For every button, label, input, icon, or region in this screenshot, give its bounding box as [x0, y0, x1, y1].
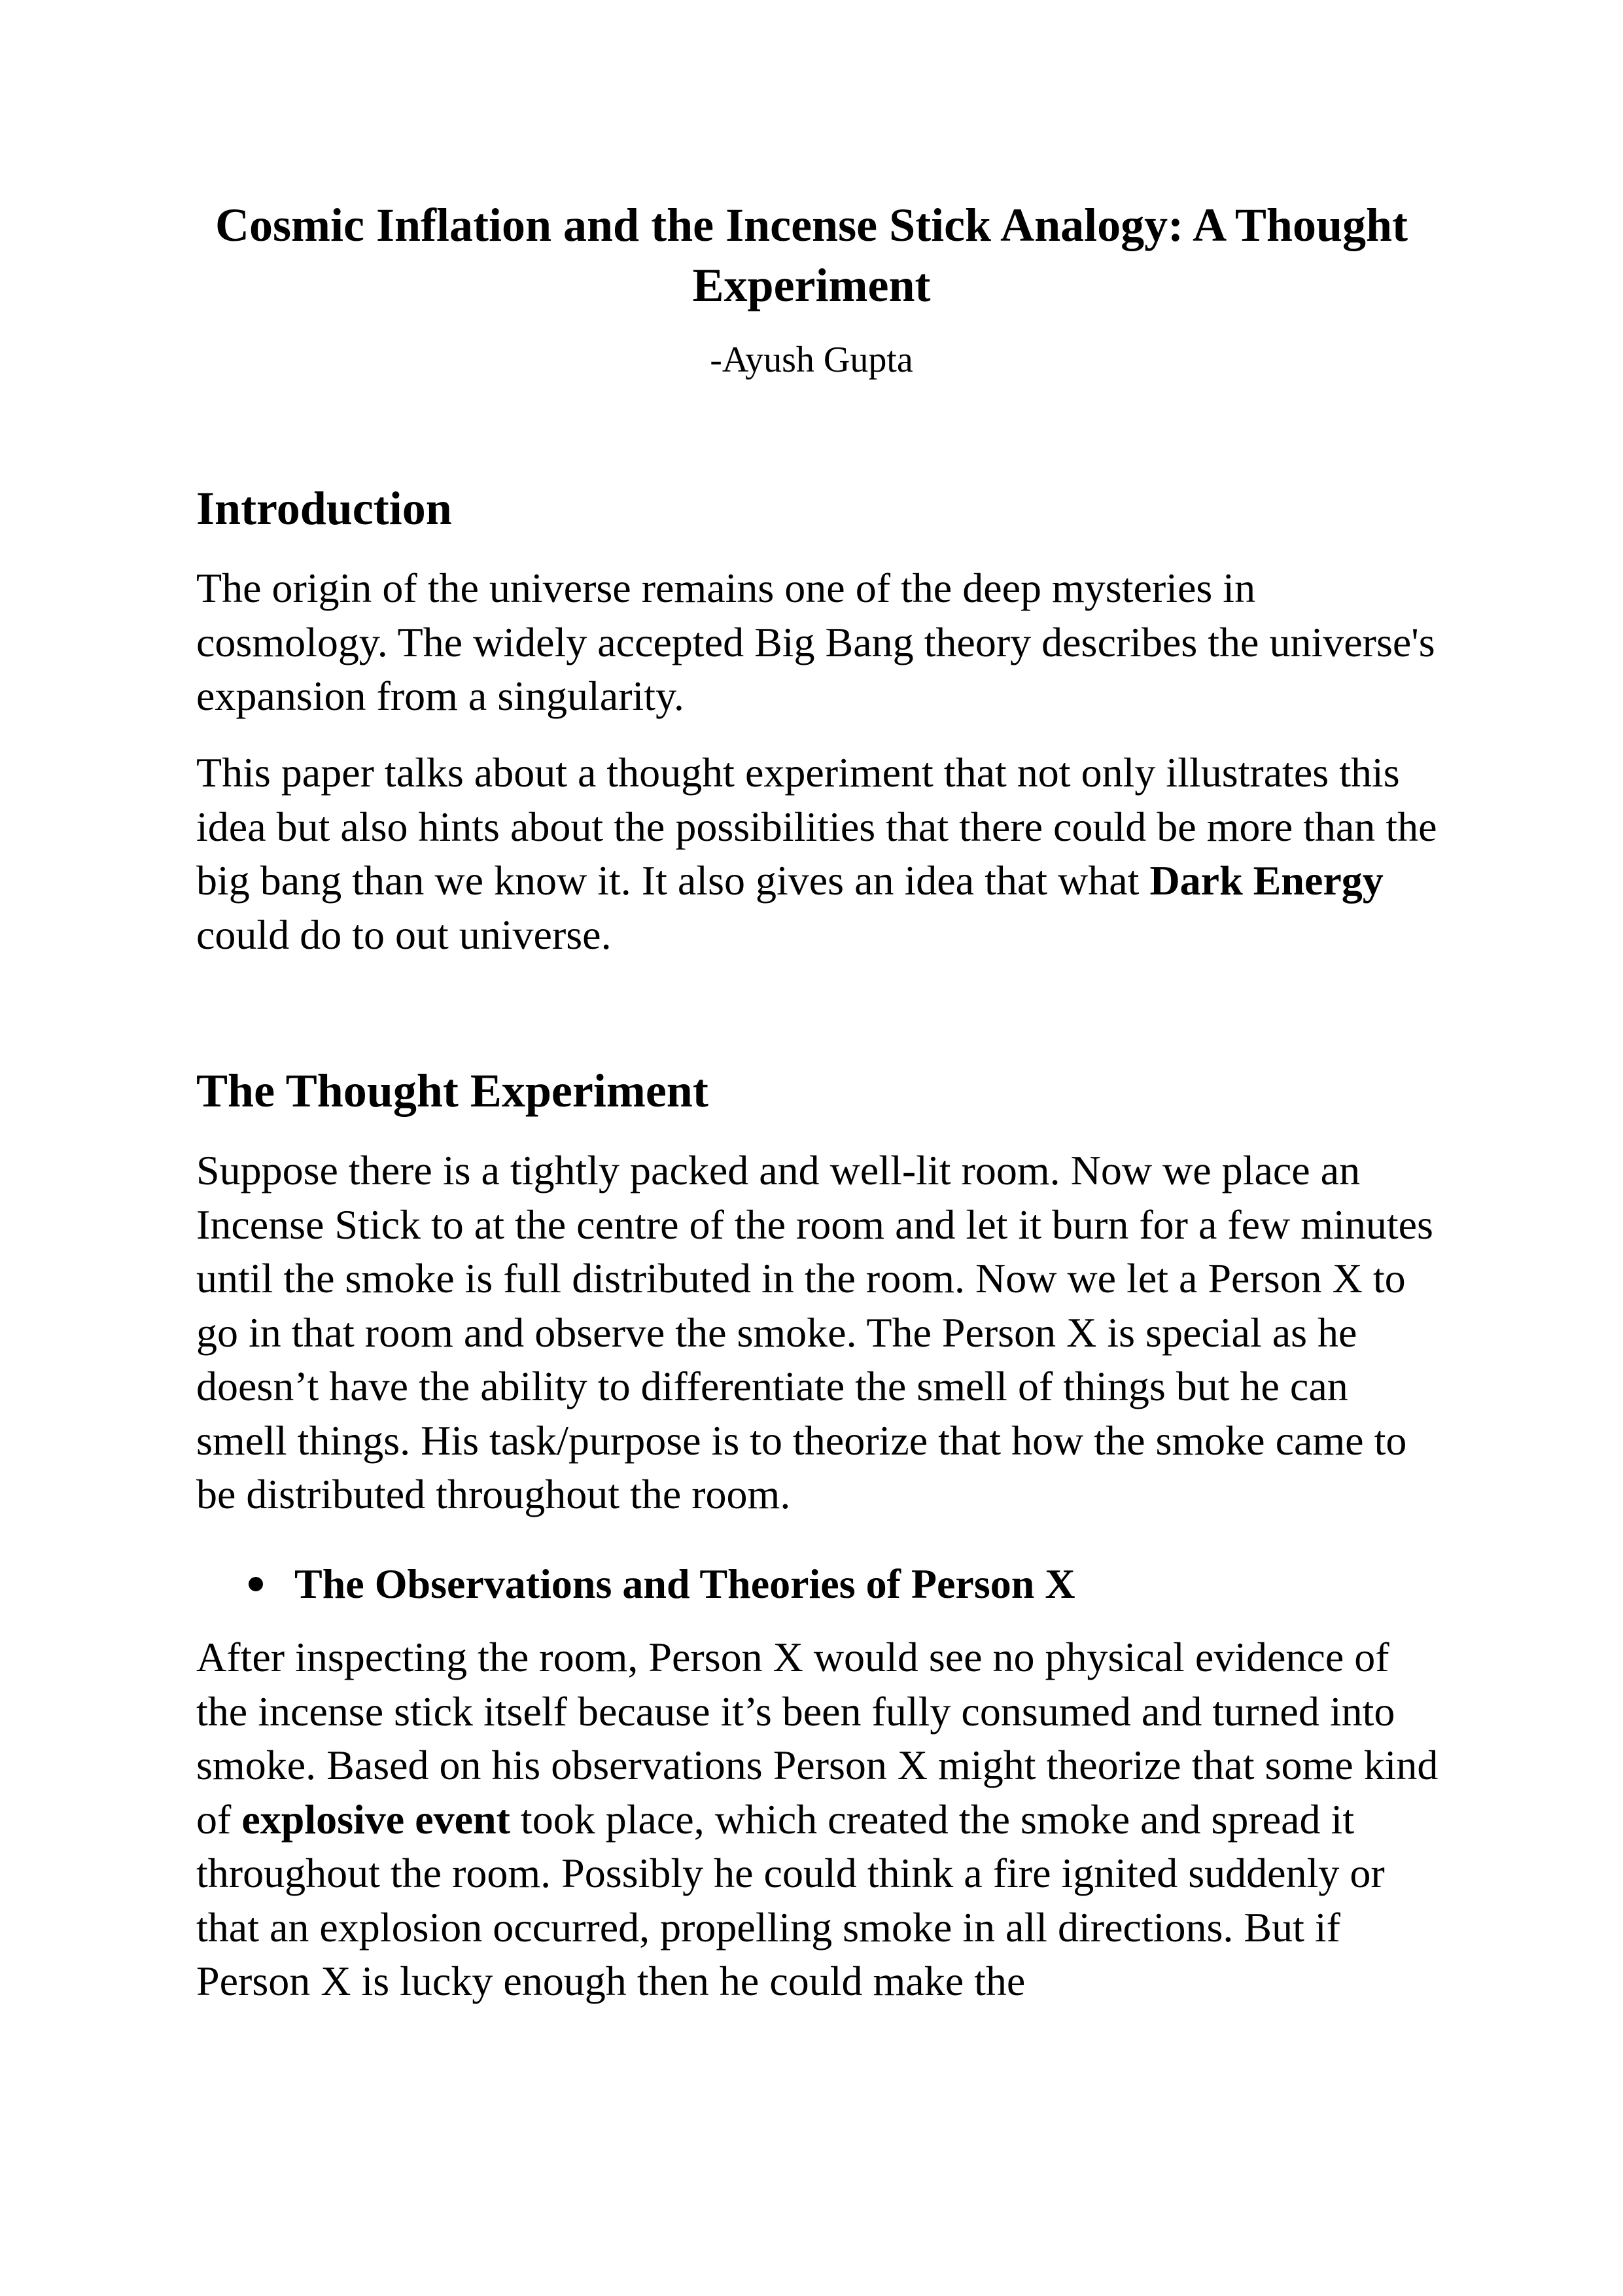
paper-author: -Ayush Gupta — [710, 340, 913, 380]
experiment-paragraph-1: Suppose there is a tightly packed and well-lit room. Now we place an Incense Stick to at the centre of the room and let it burn for a few minutes until the smoke is full distributed in the room. Now we let a Person X to go in that room and observe the smoke. The Person X is special as he doesn’t have the ability to differentiate the smell of things but he can smell things. His task/purpose is to theorize that how the smoke came to be distributed throughout the room. — [196, 1147, 1433, 1517]
experiment-paragraph-2-text-a: After inspecting the room, Person X would see no physical evidence of the incense stick itself because it’s been fully consumed and turned into smoke. Based on his observations Person X might theorize that some kind of — [196, 1634, 1439, 1843]
explosive-event-term: explosive event — [241, 1795, 510, 1843]
experiment-paragraph-2-text-b: took place, which created the smoke and spread it throughout the room. Possibly he could think a fire ignited suddenly or that an explosion occurred, propelling smoke in all directions. But if Person X is lucky enough then he could make the — [196, 1795, 1385, 2004]
section-heading-introduction: Introduction — [196, 482, 452, 535]
bullet-icon — [249, 1577, 263, 1591]
intro-paragraph-2-text-a: This paper talks about a thought experiment that not only illustrates this idea but also hints about the possibilities that there could be more than the big bang than we know it. It also gives an idea that what — [196, 749, 1437, 904]
section-heading-thought-experiment: The Thought Experiment — [196, 1065, 708, 1117]
intro-paragraph-2 — [196, 746, 1439, 962]
bullet-item-label: The Observations and Theories of Person X — [294, 1561, 1075, 1607]
dark-energy-term: Dark Energy — [1149, 857, 1384, 904]
intro-paragraph-2-text-b: could do to out universe. — [196, 911, 612, 958]
paper-title: Cosmic Inflation and the Incense Stick Analogy: A Thought Experiment — [215, 199, 1408, 311]
experiment-paragraph-2 — [196, 1631, 1439, 2009]
intro-paragraph-1: The origin of the universe remains one of the deep mysteries in cosmology. The widely accepted Big Bang theory describes the universe's expansion from a singularity. — [196, 565, 1435, 719]
bullet-item — [249, 1557, 1075, 1611]
